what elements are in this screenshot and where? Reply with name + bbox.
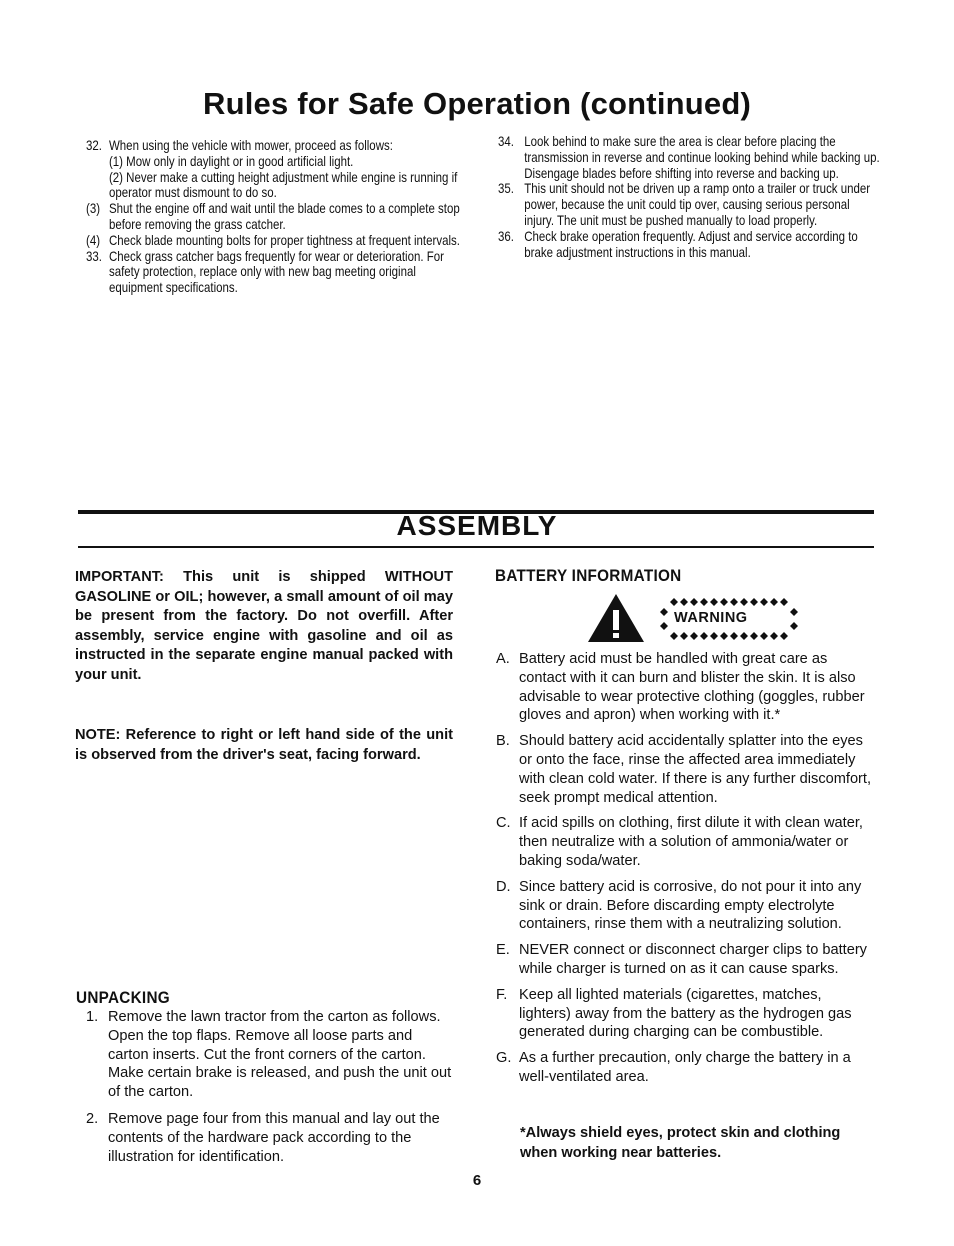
rule-number: (4): [86, 231, 101, 248]
list-item: [86, 1008, 456, 1102]
page-number: 6: [472, 1172, 482, 1189]
list-text: Remove page four from this manual and lay out the contents of the hardware pack according to the illustration for identification.: [108, 1110, 440, 1165]
list-item: [496, 1049, 874, 1087]
rule-item: [86, 138, 463, 154]
rule-text: This unit should not be driven up a ramp onto a trailer or truck under power, because the unit could tip over, causing serious personal injury. The unit must be pushed manually to load properly.: [524, 180, 871, 228]
list-letter: G.: [496, 1050, 512, 1067]
list-text: Since battery acid is corrosive, do not pour it into any sink or drain. Before discarding empty electrolyte containers, rinse them with a neutralizing solution.: [519, 878, 862, 933]
rule-number: (3): [86, 200, 101, 217]
rule-text: (2) Never make a cutting height adjustment while engine is running if operator must dismount to do so.: [108, 168, 458, 201]
rule-text: Check grass catcher bags frequently for wear or deterioration. For safety protection, replace only with new bag meeting original equipment specifications.: [108, 247, 444, 296]
rule-number: 35.: [498, 180, 514, 197]
rule-text: Check brake operation frequently. Adjust and service according to brake adjustment instructions in this manual.: [524, 227, 858, 260]
rule-item: [498, 229, 880, 261]
unpacking-list: [86, 1008, 456, 1166]
list-text: Battery acid must be handled with great care as contact with it can burn and blister the skin. It is also advisable to wear protective clothing (goggles, rubber gloves and apron) when working with it.*: [519, 651, 865, 724]
list-text: If acid spills on clothing, first dilute it with clean water, then neutralize with a solution of ammonia/water or baking soda/water.: [519, 815, 863, 869]
list-text: NEVER connect or disconnect charger clips to battery while charger is turned on as it can cause sparks.: [519, 942, 867, 977]
list-letter: F.: [496, 986, 508, 1003]
battery-heading: BATTERY INFORMATION: [495, 566, 682, 585]
list-letter: C.: [496, 815, 511, 832]
list-text: Should battery acid accidentally splatter into the eyes or onto the face, rinse the affected area immediately with clean cold water. If there is any further discomfort, seek prompt medical attention.: [519, 733, 872, 806]
rule-number: 34.: [498, 133, 514, 149]
list-item: [496, 941, 874, 979]
page-title: Rules for Safe Operation (continued): [202, 86, 752, 121]
list-letter: E.: [496, 942, 510, 959]
rules-list-right: [498, 134, 880, 260]
section-title: ASSEMBLY: [396, 510, 558, 541]
battery-list: [496, 650, 874, 1087]
list-number: 2.: [86, 1110, 99, 1127]
list-item: [496, 986, 874, 1042]
bottom-divider: [78, 546, 874, 548]
list-text: Remove the lawn tractor from the carton as follows. Open the top flaps. Remove all loose parts and carton inserts. Cut the front corners of the carton. Make certain brake is released, and push the unit out of the carton.: [108, 1009, 452, 1101]
rule-item: [86, 201, 463, 233]
list-letter: B.: [496, 733, 510, 750]
orientation-note: NOTE: Reference to right or left hand side of the unit is observed from the driver's seat, facing forward.: [75, 727, 453, 763]
rule-item: [498, 134, 880, 181]
rules-list-left: [86, 138, 463, 296]
list-item: [496, 732, 874, 807]
list-item: [86, 1110, 456, 1166]
list-number: 1.: [86, 1009, 99, 1025]
rule-item: [86, 249, 463, 296]
unpacking-heading: UNPACKING: [76, 988, 170, 1007]
list-item: [496, 878, 874, 934]
rule-number: 36.: [498, 227, 514, 244]
list-letter: D.: [496, 878, 511, 895]
list-item: [496, 650, 874, 725]
list-item: [496, 814, 874, 870]
list-text: Keep all lighted materials (cigarettes, matches, lighters) away from the battery as the hydrogen gas generated during charging can be combustible.: [519, 986, 852, 1041]
rule-number: 32.: [86, 137, 102, 153]
list-letter: A.: [496, 651, 510, 667]
rule-item: [498, 181, 880, 228]
warning-label: WARNING: [674, 610, 748, 626]
battery-footnote: *Always shield eyes, protect skin and clothing when working near batteries.: [520, 1125, 841, 1161]
rule-text: Shut the engine off and wait until the blade comes to a complete stop before removing the grass catcher.: [108, 200, 460, 232]
list-text: As a further precaution, only charge the battery in a well-ventilated area.: [519, 1050, 851, 1085]
rule-text: (1) Mow only in daylight or in good artificial light.: [108, 152, 354, 169]
rule-text: When using the vehicle with mower, proceed as follows:: [108, 137, 393, 153]
rule-text: Look behind to make sure the area is clear before placing the transmission in reverse and continue looking behind while backing up. Disengage blades before shifting into reverse and backing up.: [524, 133, 880, 181]
rule-text: Check blade mounting bolts for proper tightness at frequent intervals.: [108, 231, 460, 248]
rule-item: [86, 233, 463, 249]
rule-number: 33.: [86, 247, 102, 264]
warning-block: [588, 592, 798, 644]
rule-item: [86, 170, 463, 202]
important-notice: IMPORTANT: This unit is shipped WITHOUT GASOLINE or OIL; however, a small amount of oil may be present from the factory. Do not overfill. After assembly, service engine with gasoline and oil as instructed in the separate engine manual packed with your unit.: [75, 569, 453, 683]
rule-item: [86, 154, 463, 170]
